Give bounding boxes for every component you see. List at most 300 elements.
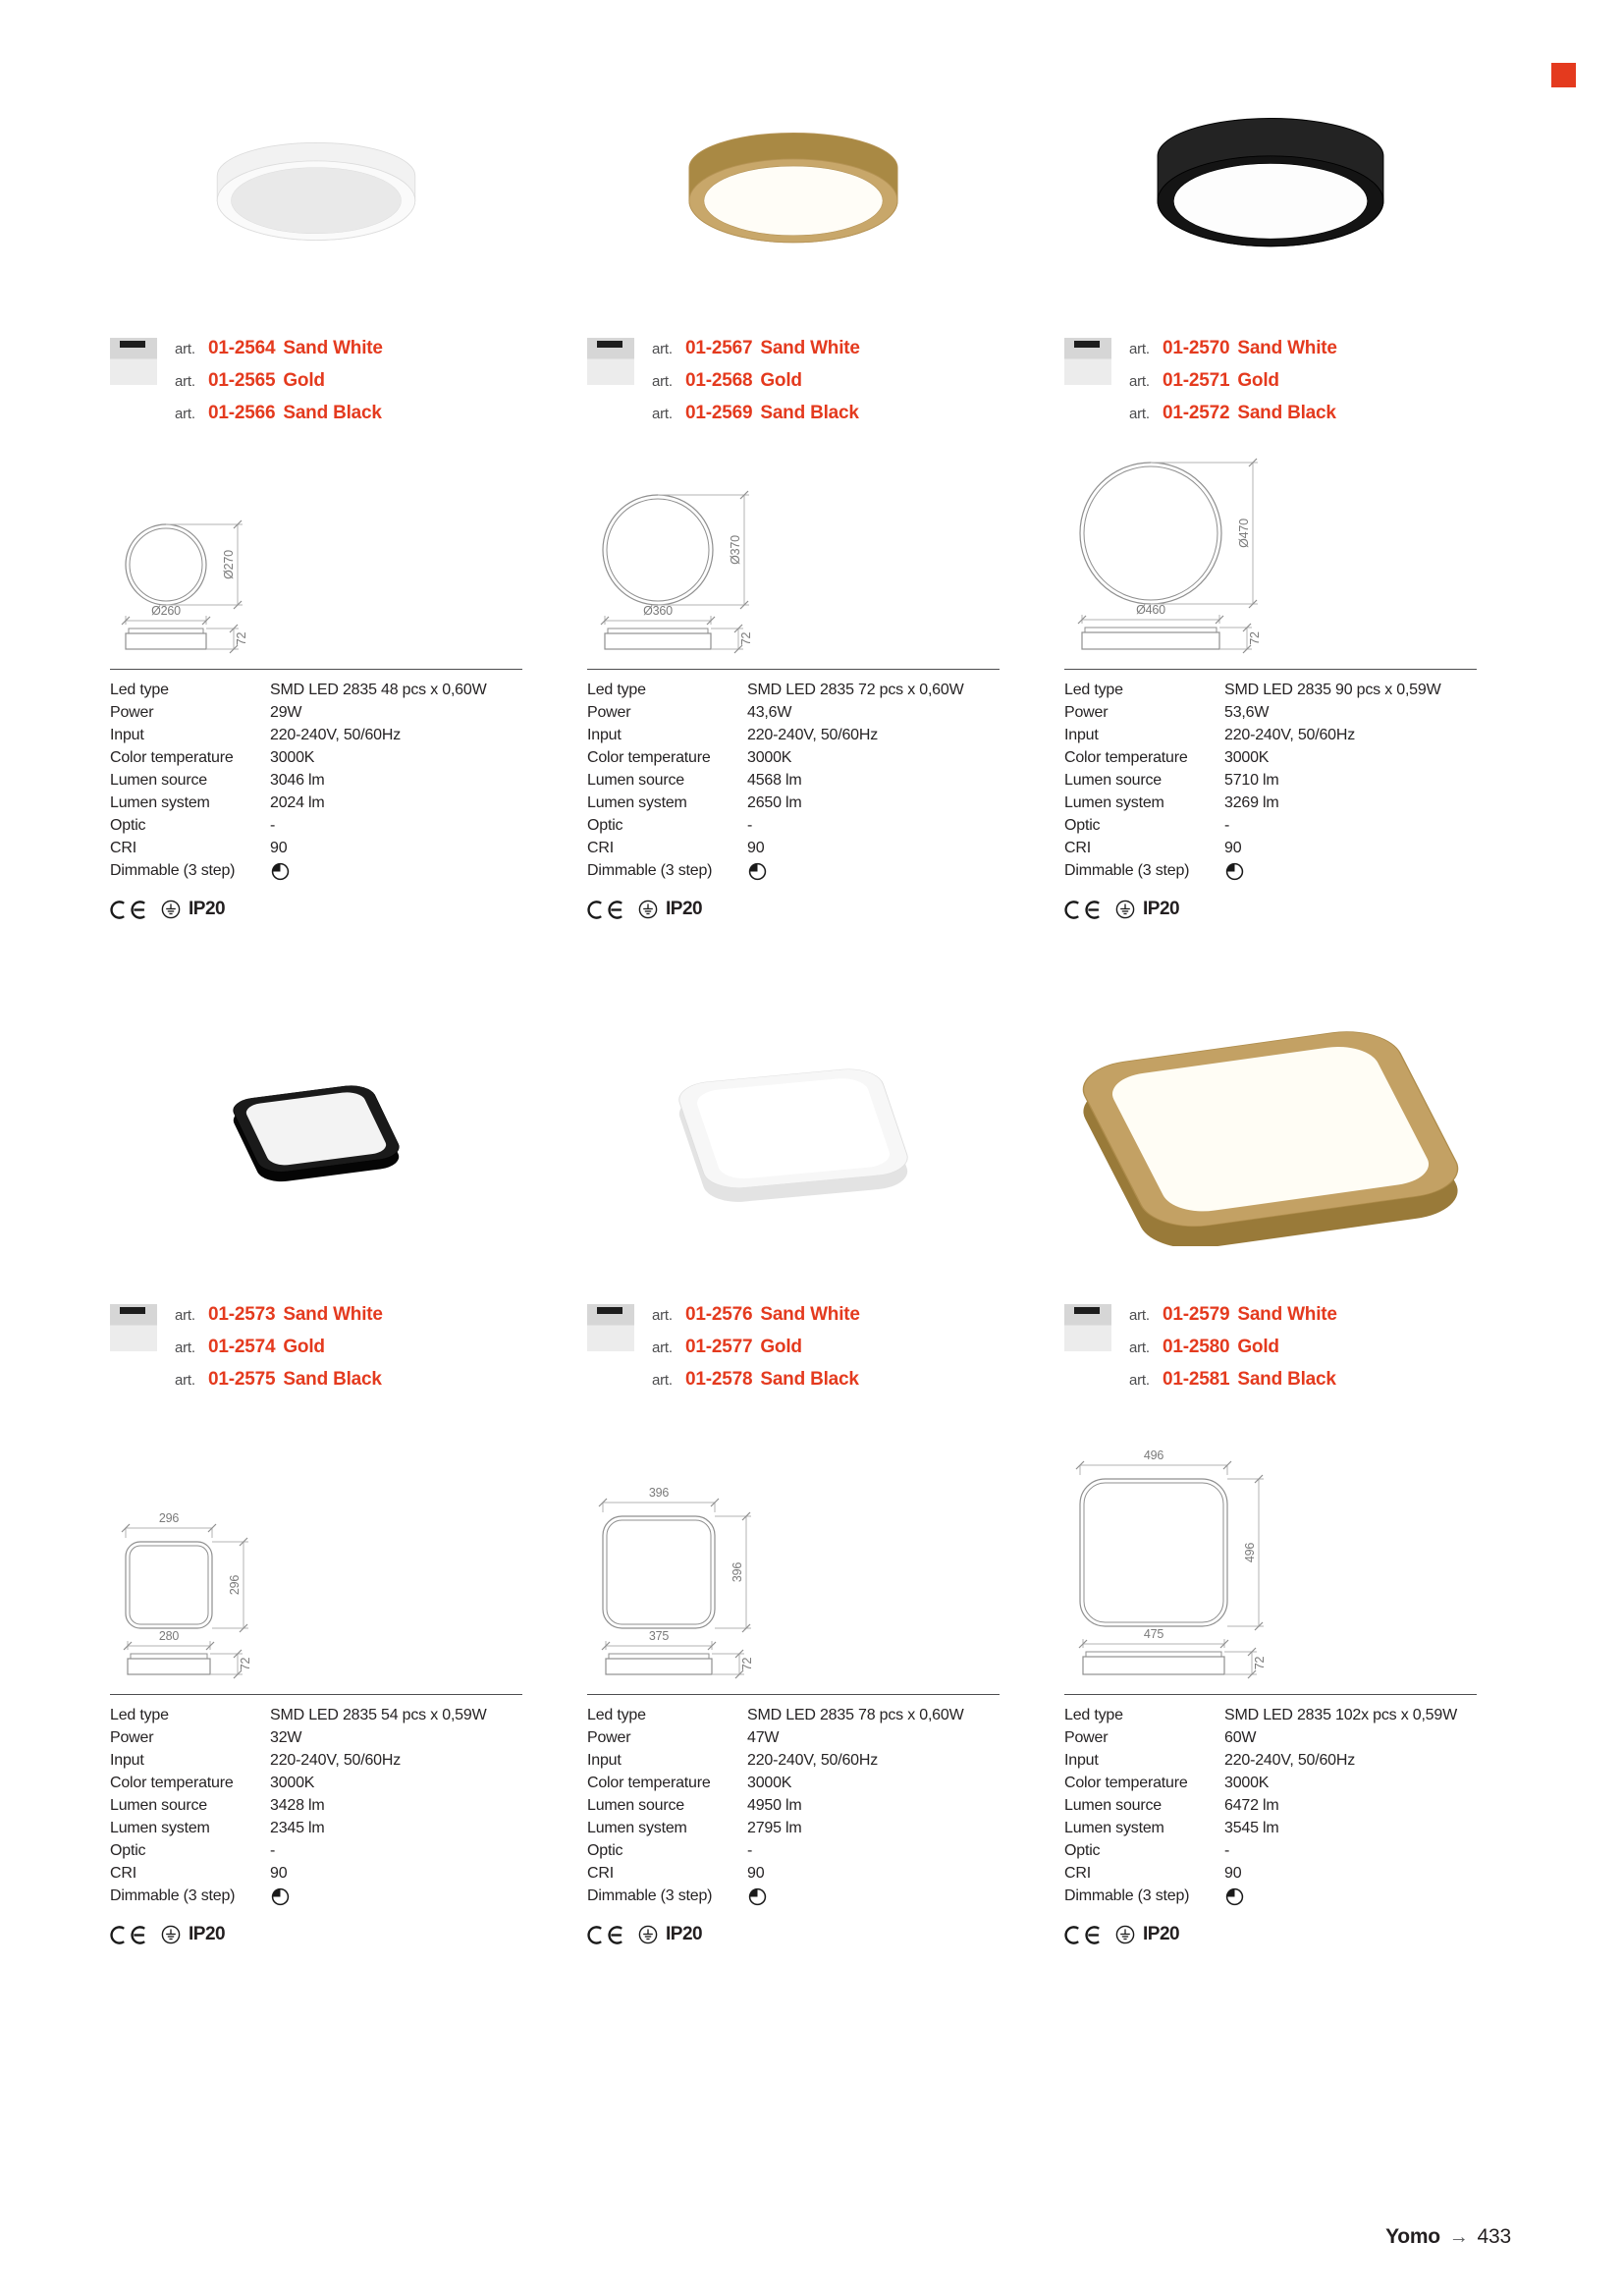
dimension-label: Ø360 bbox=[643, 604, 673, 618]
article-prefix: art. bbox=[1129, 406, 1150, 422]
article-row bbox=[652, 1337, 860, 1369]
protection-class-icon bbox=[1114, 899, 1136, 920]
article-number: 01-2567 bbox=[685, 338, 753, 358]
article-block bbox=[110, 338, 522, 438]
article-prefix: art. bbox=[1129, 1339, 1150, 1356]
dimension-label: 475 bbox=[1143, 1627, 1164, 1641]
spec-label: Lumen source bbox=[587, 772, 684, 789]
certification-row bbox=[110, 1922, 522, 1947]
spec-row bbox=[110, 1862, 522, 1885]
spec-label: Lumen system bbox=[110, 794, 210, 811]
spec-label: Input bbox=[1064, 1752, 1099, 1769]
spec-row bbox=[1064, 1794, 1477, 1817]
spec-row bbox=[1064, 746, 1477, 769]
article-finish: Gold bbox=[760, 370, 802, 391]
spec-value: 3000K bbox=[270, 1775, 315, 1791]
spec-label: CRI bbox=[110, 1865, 136, 1882]
spec-value: 3545 lm bbox=[1224, 1820, 1279, 1836]
dimension-label: Ø270 bbox=[222, 550, 236, 579]
spec-label: Optic bbox=[110, 1842, 146, 1859]
product-photo-area bbox=[110, 961, 522, 1290]
article-prefix: art. bbox=[1129, 1307, 1150, 1324]
product-photo-area bbox=[587, 961, 1000, 1290]
spec-value: SMD LED 2835 72 pcs x 0,60W bbox=[747, 682, 964, 698]
spec-value-icon bbox=[747, 1885, 1000, 1907]
protection-class-icon bbox=[1114, 1924, 1136, 1945]
dimension-drawing-area bbox=[110, 438, 522, 659]
spec-label: Led type bbox=[110, 682, 169, 698]
spec-value: 53,6W bbox=[1224, 704, 1270, 721]
article-finish: Sand White bbox=[760, 1304, 860, 1325]
spec-value: - bbox=[1224, 1842, 1230, 1859]
spec-value: SMD LED 2835 54 pcs x 0,59W bbox=[270, 1707, 487, 1723]
article-finish: Gold bbox=[283, 370, 325, 391]
spec-label: CRI bbox=[110, 840, 136, 856]
product-photo bbox=[192, 118, 440, 275]
article-number: 01-2564 bbox=[208, 338, 276, 358]
ce-mark-icon bbox=[587, 1925, 630, 1945]
spec-value: 90 bbox=[747, 840, 765, 856]
spec-label: Led type bbox=[1064, 682, 1123, 698]
spec-label: Color temperature bbox=[1064, 749, 1188, 766]
spec-value: 4950 lm bbox=[747, 1797, 802, 1814]
article-finish: Sand White bbox=[283, 1304, 383, 1325]
product-photo bbox=[174, 1038, 459, 1215]
spec-row bbox=[110, 814, 522, 837]
dimension-drawing bbox=[587, 1485, 921, 1684]
spec-value: 90 bbox=[747, 1865, 765, 1882]
spec-label: Lumen system bbox=[1064, 1820, 1164, 1836]
spec-value: 220-240V, 50/60Hz bbox=[270, 1752, 402, 1769]
dimension-label: Ø370 bbox=[729, 535, 742, 565]
article-prefix: art. bbox=[175, 1339, 195, 1356]
spec-row bbox=[1064, 859, 1477, 882]
article-finish: Gold bbox=[1237, 370, 1279, 391]
spec-label: Lumen source bbox=[110, 772, 207, 789]
spec-row bbox=[1064, 1885, 1477, 1907]
footer-product-name: Yomo bbox=[1385, 2225, 1440, 2248]
article-number: 01-2568 bbox=[685, 370, 753, 391]
spec-label: Led type bbox=[110, 1707, 169, 1723]
spec-label: Optic bbox=[1064, 817, 1101, 834]
article-finish: Gold bbox=[283, 1337, 325, 1357]
spec-row bbox=[110, 679, 522, 701]
article-thumbnail bbox=[1064, 338, 1111, 385]
article-row bbox=[1129, 1369, 1337, 1401]
spec-label: Color temperature bbox=[1064, 1775, 1188, 1791]
spec-row bbox=[587, 746, 1000, 769]
dimension-drawing bbox=[587, 485, 921, 659]
spec-value: 32W bbox=[270, 1729, 302, 1746]
ip-rating: IP20 bbox=[189, 1924, 226, 1944]
article-number: 01-2573 bbox=[208, 1304, 276, 1325]
spec-value: 43,6W bbox=[747, 704, 792, 721]
article-number: 01-2569 bbox=[685, 403, 753, 423]
spec-row bbox=[110, 1794, 522, 1817]
thumbnail-lamp-icon bbox=[597, 1307, 622, 1314]
spec-value: 6472 lm bbox=[1224, 1797, 1279, 1814]
spec-value-icon bbox=[1224, 1885, 1477, 1907]
spec-label: Power bbox=[1064, 1729, 1109, 1746]
spec-row bbox=[587, 679, 1000, 701]
certification-row bbox=[587, 897, 1000, 922]
dimension-label: 496 bbox=[1243, 1542, 1257, 1563]
product-photo bbox=[1109, 107, 1433, 286]
spec-value: 47W bbox=[747, 1729, 780, 1746]
spec-value: 90 bbox=[1224, 1865, 1242, 1882]
spec-row bbox=[587, 1704, 1000, 1726]
page-corner-marker bbox=[1551, 63, 1576, 87]
spec-value: SMD LED 2835 48 pcs x 0,60W bbox=[270, 682, 487, 698]
spec-label: Lumen system bbox=[587, 1820, 687, 1836]
article-row bbox=[175, 403, 383, 435]
article-prefix: art. bbox=[652, 1307, 673, 1324]
spec-row bbox=[587, 701, 1000, 724]
spec-value: 29W bbox=[270, 704, 302, 721]
spec-value: SMD LED 2835 78 pcs x 0,60W bbox=[747, 1707, 964, 1723]
spec-value: - bbox=[270, 1842, 276, 1859]
dimension-label: 72 bbox=[739, 631, 753, 646]
dimmable-3-step-icon bbox=[747, 1886, 768, 1907]
spec-row bbox=[1064, 837, 1477, 859]
article-finish: Sand Black bbox=[283, 1369, 382, 1390]
ce-mark-icon bbox=[110, 1925, 153, 1945]
spec-label: Color temperature bbox=[587, 1775, 711, 1791]
spec-value: 2024 lm bbox=[270, 794, 325, 811]
spec-label: Dimmable (3 step) bbox=[110, 862, 236, 879]
article-row bbox=[175, 1369, 383, 1401]
article-row bbox=[175, 338, 383, 370]
product-card bbox=[1064, 69, 1477, 922]
spec-label: Lumen source bbox=[110, 1797, 207, 1814]
article-prefix: art. bbox=[175, 406, 195, 422]
spec-row bbox=[110, 859, 522, 882]
spec-row bbox=[1064, 1772, 1477, 1794]
article-number: 01-2565 bbox=[208, 370, 276, 391]
spec-value: 3000K bbox=[1224, 1775, 1270, 1791]
article-prefix: art. bbox=[652, 1372, 673, 1389]
spec-value: 3000K bbox=[1224, 749, 1270, 766]
spec-row bbox=[1064, 1817, 1477, 1839]
article-finish: Sand White bbox=[283, 338, 383, 358]
dimension-label: 280 bbox=[158, 1629, 180, 1643]
spec-row bbox=[587, 1885, 1000, 1907]
ce-mark-icon bbox=[110, 900, 153, 920]
spec-label: Color temperature bbox=[587, 749, 711, 766]
spec-row bbox=[110, 746, 522, 769]
spec-value-icon bbox=[270, 859, 522, 882]
spec-label: Optic bbox=[587, 817, 623, 834]
article-row bbox=[1129, 1304, 1337, 1337]
spec-row bbox=[1064, 792, 1477, 814]
spec-value: 2345 lm bbox=[270, 1820, 325, 1836]
spec-table bbox=[1064, 669, 1477, 882]
dimmable-3-step-icon bbox=[747, 861, 768, 882]
article-finish: Sand Black bbox=[760, 403, 859, 423]
article-row bbox=[1129, 370, 1337, 403]
spec-label: Dimmable (3 step) bbox=[587, 1887, 713, 1904]
article-list bbox=[1129, 338, 1337, 438]
dimension-drawing-area bbox=[110, 1404, 522, 1684]
article-number: 01-2581 bbox=[1163, 1369, 1230, 1390]
spec-label: Optic bbox=[110, 817, 146, 834]
spec-row bbox=[587, 769, 1000, 792]
spec-label: Input bbox=[1064, 727, 1099, 743]
spec-label: Lumen system bbox=[1064, 794, 1164, 811]
article-prefix: art. bbox=[1129, 1372, 1150, 1389]
footer-page-number: 433 bbox=[1477, 2225, 1511, 2248]
article-number: 01-2579 bbox=[1163, 1304, 1230, 1325]
spec-row bbox=[110, 1817, 522, 1839]
spec-label: CRI bbox=[1064, 1865, 1091, 1882]
spec-label: Led type bbox=[587, 1707, 646, 1723]
dimension-drawing bbox=[1064, 1448, 1398, 1684]
ce-mark-icon bbox=[1064, 900, 1108, 920]
dimmable-3-step-icon bbox=[270, 861, 291, 882]
spec-row bbox=[1064, 1749, 1477, 1772]
spec-label: Input bbox=[110, 1752, 144, 1769]
product-photo-area bbox=[1064, 961, 1477, 1290]
spec-value: - bbox=[1224, 817, 1230, 834]
article-prefix: art. bbox=[1129, 373, 1150, 390]
footer bbox=[1385, 2225, 1511, 2249]
product-photo-area bbox=[1064, 69, 1477, 324]
spec-row bbox=[1064, 1726, 1477, 1749]
article-thumbnail bbox=[587, 1304, 634, 1351]
spec-value: 90 bbox=[1224, 840, 1242, 856]
article-finish: Sand Black bbox=[760, 1369, 859, 1390]
dimension-drawing-area bbox=[1064, 1404, 1477, 1684]
dimension-label: 396 bbox=[730, 1561, 744, 1583]
article-row bbox=[652, 403, 860, 435]
article-number: 01-2566 bbox=[208, 403, 276, 423]
spec-value: - bbox=[270, 817, 276, 834]
dimension-label: Ø260 bbox=[151, 604, 181, 618]
dimension-label: 496 bbox=[1143, 1449, 1164, 1462]
spec-row bbox=[1064, 701, 1477, 724]
spec-label: Led type bbox=[587, 682, 646, 698]
spec-row bbox=[1064, 724, 1477, 746]
article-thumbnail bbox=[110, 338, 157, 385]
article-number: 01-2575 bbox=[208, 1369, 276, 1390]
product-card bbox=[587, 961, 1000, 1947]
spec-row bbox=[1064, 1862, 1477, 1885]
article-number: 01-2576 bbox=[685, 1304, 753, 1325]
article-row bbox=[1129, 1337, 1337, 1369]
spec-row bbox=[587, 837, 1000, 859]
spec-value: 3000K bbox=[747, 1775, 792, 1791]
spec-value-icon bbox=[270, 1885, 522, 1907]
dimension-label: Ø470 bbox=[1237, 519, 1251, 548]
spec-row bbox=[587, 814, 1000, 837]
article-finish: Sand White bbox=[1237, 1304, 1337, 1325]
spec-row bbox=[110, 1726, 522, 1749]
article-thumbnail bbox=[1064, 1304, 1111, 1351]
spec-row bbox=[110, 769, 522, 792]
article-row bbox=[175, 370, 383, 403]
dimension-label: 72 bbox=[1248, 631, 1262, 645]
article-number: 01-2570 bbox=[1163, 338, 1230, 358]
spec-row bbox=[587, 1794, 1000, 1817]
thumbnail-lamp-icon bbox=[1074, 1307, 1100, 1314]
spec-row bbox=[110, 701, 522, 724]
spec-label: Color temperature bbox=[110, 1775, 234, 1791]
spec-value: 220-240V, 50/60Hz bbox=[747, 727, 879, 743]
product-card bbox=[110, 69, 522, 922]
article-finish: Sand Black bbox=[1237, 403, 1336, 423]
spec-row bbox=[110, 1749, 522, 1772]
dimension-drawing-area bbox=[587, 1404, 1000, 1684]
spec-label: CRI bbox=[587, 840, 614, 856]
product-photo bbox=[612, 1025, 975, 1227]
dimmable-3-step-icon bbox=[270, 1886, 291, 1907]
spec-row bbox=[110, 837, 522, 859]
spec-value: 3000K bbox=[270, 749, 315, 766]
article-row bbox=[175, 1304, 383, 1337]
spec-table bbox=[110, 669, 522, 882]
spec-value: 220-240V, 50/60Hz bbox=[1224, 727, 1356, 743]
dimension-drawing bbox=[110, 1510, 444, 1684]
spec-value: 3269 lm bbox=[1224, 794, 1279, 811]
article-row bbox=[652, 1369, 860, 1401]
footer-arrow-icon: → bbox=[1448, 2226, 1469, 2248]
spec-value-icon bbox=[747, 859, 1000, 882]
thumbnail-lamp-icon bbox=[120, 1307, 145, 1314]
spec-label: Power bbox=[110, 704, 154, 721]
spec-row bbox=[587, 1839, 1000, 1862]
spec-row bbox=[1064, 1704, 1477, 1726]
thumbnail-lamp-icon bbox=[120, 341, 145, 348]
spec-label: CRI bbox=[1064, 840, 1091, 856]
spec-label: Lumen source bbox=[587, 1797, 684, 1814]
spec-value: SMD LED 2835 102x pcs x 0,59W bbox=[1224, 1707, 1457, 1723]
article-prefix: art. bbox=[652, 373, 673, 390]
dimension-label: 72 bbox=[239, 1657, 252, 1671]
article-block bbox=[1064, 338, 1477, 438]
spec-row bbox=[587, 1772, 1000, 1794]
article-finish: Sand Black bbox=[1237, 1369, 1336, 1390]
spec-value: 3000K bbox=[747, 749, 792, 766]
spec-label: Led type bbox=[1064, 1707, 1123, 1723]
article-finish: Gold bbox=[760, 1337, 802, 1357]
spec-row bbox=[1064, 814, 1477, 837]
spec-row bbox=[1064, 679, 1477, 701]
spec-label: Input bbox=[587, 727, 622, 743]
article-prefix: art. bbox=[175, 373, 195, 390]
spec-value: 220-240V, 50/60Hz bbox=[270, 727, 402, 743]
spec-label: Input bbox=[587, 1752, 622, 1769]
spec-value: 3046 lm bbox=[270, 772, 325, 789]
dimension-label: 72 bbox=[1253, 1656, 1267, 1670]
certification-row bbox=[587, 1922, 1000, 1947]
spec-row bbox=[1064, 1839, 1477, 1862]
dimmable-3-step-icon bbox=[1224, 861, 1245, 882]
spec-value: - bbox=[747, 1842, 753, 1859]
thumbnail-lamp-icon bbox=[1074, 341, 1100, 348]
article-prefix: art. bbox=[175, 1307, 195, 1324]
dimension-label: Ø460 bbox=[1136, 603, 1165, 617]
spec-label: Color temperature bbox=[110, 749, 234, 766]
article-number: 01-2572 bbox=[1163, 403, 1230, 423]
spec-label: Dimmable (3 step) bbox=[1064, 1887, 1190, 1904]
dimension-drawing-area bbox=[1064, 438, 1477, 659]
article-prefix: art. bbox=[652, 341, 673, 357]
article-block bbox=[587, 1304, 1000, 1404]
spec-table bbox=[587, 669, 1000, 882]
article-finish: Sand White bbox=[760, 338, 860, 358]
spec-row bbox=[110, 1704, 522, 1726]
spec-row bbox=[587, 1726, 1000, 1749]
spec-value: 3428 lm bbox=[270, 1797, 325, 1814]
article-prefix: art. bbox=[652, 1339, 673, 1356]
product-card bbox=[1064, 961, 1477, 1947]
spec-row bbox=[110, 792, 522, 814]
spec-value: 2795 lm bbox=[747, 1820, 802, 1836]
spec-label: Lumen source bbox=[1064, 772, 1162, 789]
ce-mark-icon bbox=[587, 900, 630, 920]
spec-label: Dimmable (3 step) bbox=[110, 1887, 236, 1904]
product-photo bbox=[646, 114, 941, 279]
article-row bbox=[1129, 403, 1337, 435]
spec-value: 90 bbox=[270, 1865, 288, 1882]
article-number: 01-2571 bbox=[1163, 370, 1230, 391]
article-block bbox=[110, 1304, 522, 1404]
article-prefix: art. bbox=[1129, 341, 1150, 357]
spec-label: Power bbox=[110, 1729, 154, 1746]
article-row bbox=[652, 338, 860, 370]
article-number: 01-2578 bbox=[685, 1369, 753, 1390]
spec-value: 60W bbox=[1224, 1729, 1257, 1746]
spec-row bbox=[587, 1749, 1000, 1772]
spec-table bbox=[110, 1694, 522, 1907]
ip-rating: IP20 bbox=[666, 1924, 703, 1944]
spec-label: Optic bbox=[587, 1842, 623, 1859]
spec-row bbox=[587, 1862, 1000, 1885]
dimension-label: 296 bbox=[158, 1511, 180, 1525]
dimension-label: 72 bbox=[740, 1657, 754, 1671]
spec-row bbox=[587, 792, 1000, 814]
article-list bbox=[175, 338, 383, 438]
spec-label: Power bbox=[587, 1729, 631, 1746]
dimension-label: 72 bbox=[235, 631, 248, 646]
spec-row bbox=[110, 1885, 522, 1907]
protection-class-icon bbox=[637, 899, 659, 920]
product-card bbox=[110, 961, 522, 1947]
ip-rating: IP20 bbox=[1143, 899, 1180, 919]
article-row bbox=[175, 1337, 383, 1369]
spec-row bbox=[110, 1839, 522, 1862]
certification-row bbox=[110, 897, 522, 922]
article-list bbox=[175, 1304, 383, 1404]
dimension-label: 296 bbox=[228, 1574, 242, 1596]
spec-label: Optic bbox=[1064, 1842, 1101, 1859]
spec-value-icon bbox=[1224, 859, 1477, 882]
ip-rating: IP20 bbox=[1143, 1924, 1180, 1944]
spec-value: - bbox=[747, 817, 753, 834]
article-row bbox=[652, 370, 860, 403]
article-list bbox=[652, 338, 860, 438]
spec-row bbox=[587, 1817, 1000, 1839]
article-finish: Gold bbox=[1237, 1337, 1279, 1357]
spec-row bbox=[587, 724, 1000, 746]
certification-row bbox=[1064, 897, 1477, 922]
article-finish: Sand Black bbox=[283, 403, 382, 423]
article-thumbnail bbox=[587, 338, 634, 385]
spec-value: 4568 lm bbox=[747, 772, 802, 789]
ce-mark-icon bbox=[1064, 1925, 1108, 1945]
spec-label: Power bbox=[1064, 704, 1109, 721]
article-prefix: art. bbox=[175, 1372, 195, 1389]
